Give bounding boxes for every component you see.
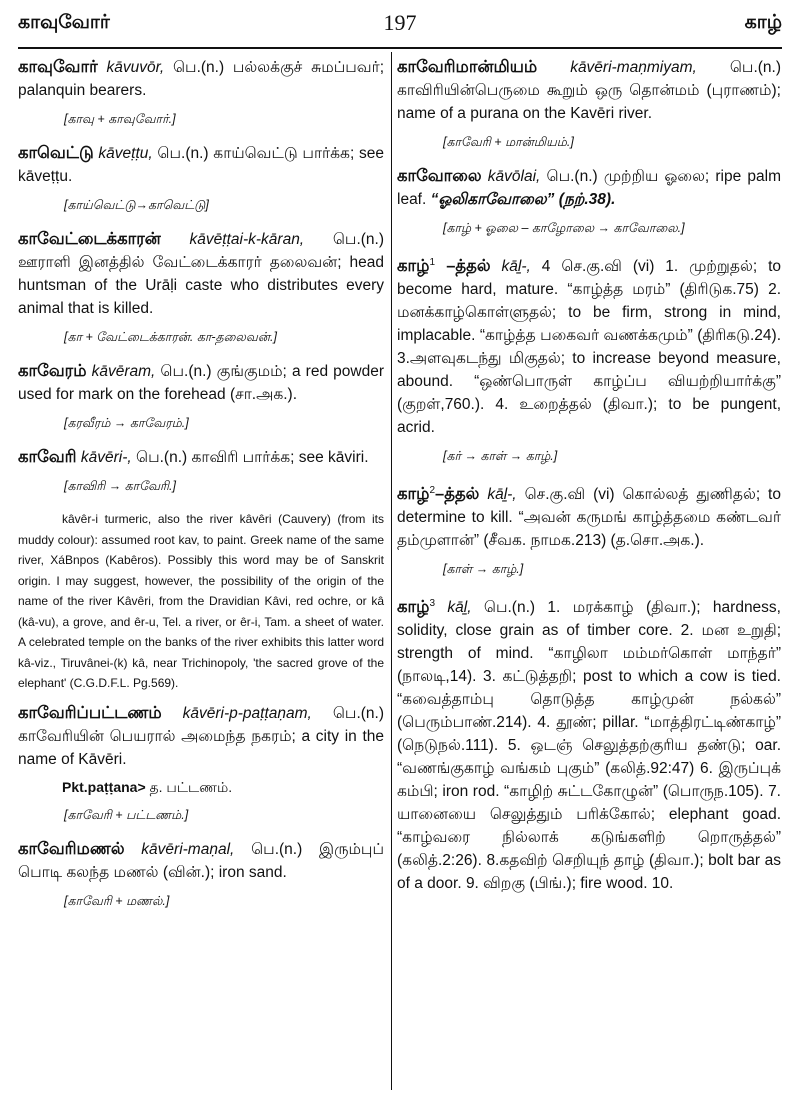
dictionary-entry: காவுவோர் kāvuvōr, பெ.(n.) பல்லக்குச் சுமப்பவர்; palanquin bearers. [18, 58, 384, 99]
dictionary-entry: காழ்$^1$ –த்தல் kāḻ-, 4 செ.கு.வி (vi) 1. முற்றுதல்; to become hard, mature. “காழ்த்த மரம்” (திரிடுக.75) 2. மனக்காழ்கொள்ளுதல்; to be firm, strong in mind, implacable. “காழ்த்த பகைவர் வணக்கமும்” (திரிகடு.24). 3.அளவுகடந்து மிகுதல்; to increase beyond measure, abound. “ஒண்பொருள் காழ்ப்ப வியற்றியார்க்கு” (குறள்,760.). 4. உறைத்தல் (திவா.); to be pungent, acrid. [397, 257, 782, 437]
column-divider [391, 52, 392, 1090]
etymology: [காய்வெட்டு→காவெட்டு] [64, 198, 209, 212]
etymology-note: kâvêr-i turmeric, also the river kâvêri (Cauvery) (from its muddy colour): assumed root kav, to paint. Greek name of the same river, XáBnpos (Kabêros). Possibly this word may be of Sanskrit origin. I may suggest, however, the possibility of the origin of the name of the river Kâvêri, from the Dravidian Kâvi, red ochre, or kâ (kâ-vu), a grove, and êr-u, Tel. a river, or êr-i, Tam. a sheet of water. A celebrated temple on the banks of the river exhibits this latter word kâ-viz., Tiruvânei-(k) kâ, near Trichinopoly, 'the sacred grove of the elephant' (C.G.D.F.L. Pg.569). [18, 512, 384, 690]
dictionary-entry: காவேரிப்பட்டணம் kāvēri-p-paṭṭaṇam, பெ.(n.) காவேரியின் பெயரால் அமைந்த நகரம்; a city in the name of Kāvēri. [18, 703, 385, 768]
etymology: [கரவீரம் → காவேரம்.] [64, 416, 189, 430]
prakrit-origin: Pkt.paṭṭana> த. பட்டணம். [62, 778, 233, 795]
dictionary-entry: காவெட்டு kāveṭṭu, பெ.(n.) காய்வெட்டு பார்க்க; see kāveṭṭu. [18, 144, 384, 185]
right-column [397, 56, 781, 895]
dictionary-entry: காவேரம் kāvēram, பெ.(n.) குங்குமம்; a red powder used for mark on the forehead (சா.அக.). [18, 362, 384, 403]
page-header [18, 6, 782, 40]
header-right-guideword: காழ் [744, 12, 782, 33]
etymology: [காவிரி → காவேரி.] [64, 479, 176, 493]
dictionary-entry: காழ்$^3$ kāḻ, பெ.(n.) 1. மரக்காழ் (திவா.); hardness, solidity, close grain as of timber core. 2. மன உறுதி; strength of mind. “காழிலா மம்மர்கொள் மாந்தர்” (நாலடி,14). 3. கட்டுத்தறி; post to which a cow is tied. “கவைத்தாம்பு தொடுத்த காழ்முன் நல்கல்” (பெரும்பாண்.214). 4. தூண்; pillar. “மாத்திரட்டிண்காழ்” (நெடுநல்.111). 5. ஒடஞ் செலுத்தற்குரிய தண்டு; oar. “வணங்குகாழ் வங்கம் புகும்” (கலித்.92:47) 6. இருப்புக் கம்பி; iron rod. “காழிற் சுட்டகோழுன்” (பொருந.105). 7. யானையை செலுத்தும் பரிக்கோல்; elephant goad. “காழ்வரை நில்லாக் கடுங்களிற் றொருத்தல்” (கலித்.2:26). 8.கதவிற் செறியுந் தாழ் (திவா.); bolt bar as of a door. 9. விறகு (பிங்.); fire wood. 10. [397, 598, 781, 893]
dictionary-entry: காவோலை kāvōlai, பெ.(n.) முற்றிய ஓலை; ripe palm leaf. “ஓலிகாவோலை” (நற்.38). [397, 167, 781, 208]
left-column [18, 56, 384, 924]
etymology: [காவேரி + மான்மியம்.] [443, 135, 574, 149]
header-rule [18, 47, 782, 49]
etymology: [காழ் + ஓலை – காழோலை → காவோலை.] [443, 221, 685, 235]
etymology: [காவு + காவுவோர்.] [64, 112, 176, 126]
dictionary-entry: காழ்$^2$–த்தல் kāḻ-, செ.கு.வி (vi) கொல்லத் துணிதல்; to determine to kill. “அவன் கருமங் காழ்த்தமை கண்டவர் தம்முளான்” (சீவக. நாமக.213) (த.சொ.அக.). [397, 485, 781, 550]
dictionary-entry: காவேரி kāvēri-, பெ.(n.) காவிரி பார்க்க; see kāviri. [18, 448, 369, 466]
dictionary-entry: காவேட்டைக்காரன் kāvēṭṭai-k-kāran, பெ.(n.) ஊராளி இனத்தில் வேட்டைக்காரர் தலைவன்; head huntsman of the Urāḷi caste who distributes every animal that is killed. [18, 230, 385, 317]
etymology: [காவேரி + மணல்.] [64, 893, 170, 908]
etymology: [கர் → காள் → காழ்.] [443, 449, 558, 464]
etymology: [கா + வேட்டைக்காரன். கா-தலைவன்.] [64, 330, 277, 344]
etymology: [காள் → காழ்.] [443, 562, 524, 577]
dictionary-entry: காவேரிமணல் kāvēri-maṇal, பெ.(n.) இரும்புப் பொடி கலந்த மணல் (வின்.); iron sand. [18, 839, 384, 881]
page-number: 197 [383, 10, 417, 35]
etymology: [காவேரி + பட்டணம்.] [64, 807, 189, 822]
dictionary-entry: காவேரிமான்மியம் kāvēri-maṇmiyam, பெ.(n.) காவிரியின்பெருமை கூறும் ஒரு தொன்மம் (புராணம்); name of a purana on the Kavēri river. [397, 58, 782, 122]
header-left-guideword: காவுவோர் [18, 12, 110, 33]
